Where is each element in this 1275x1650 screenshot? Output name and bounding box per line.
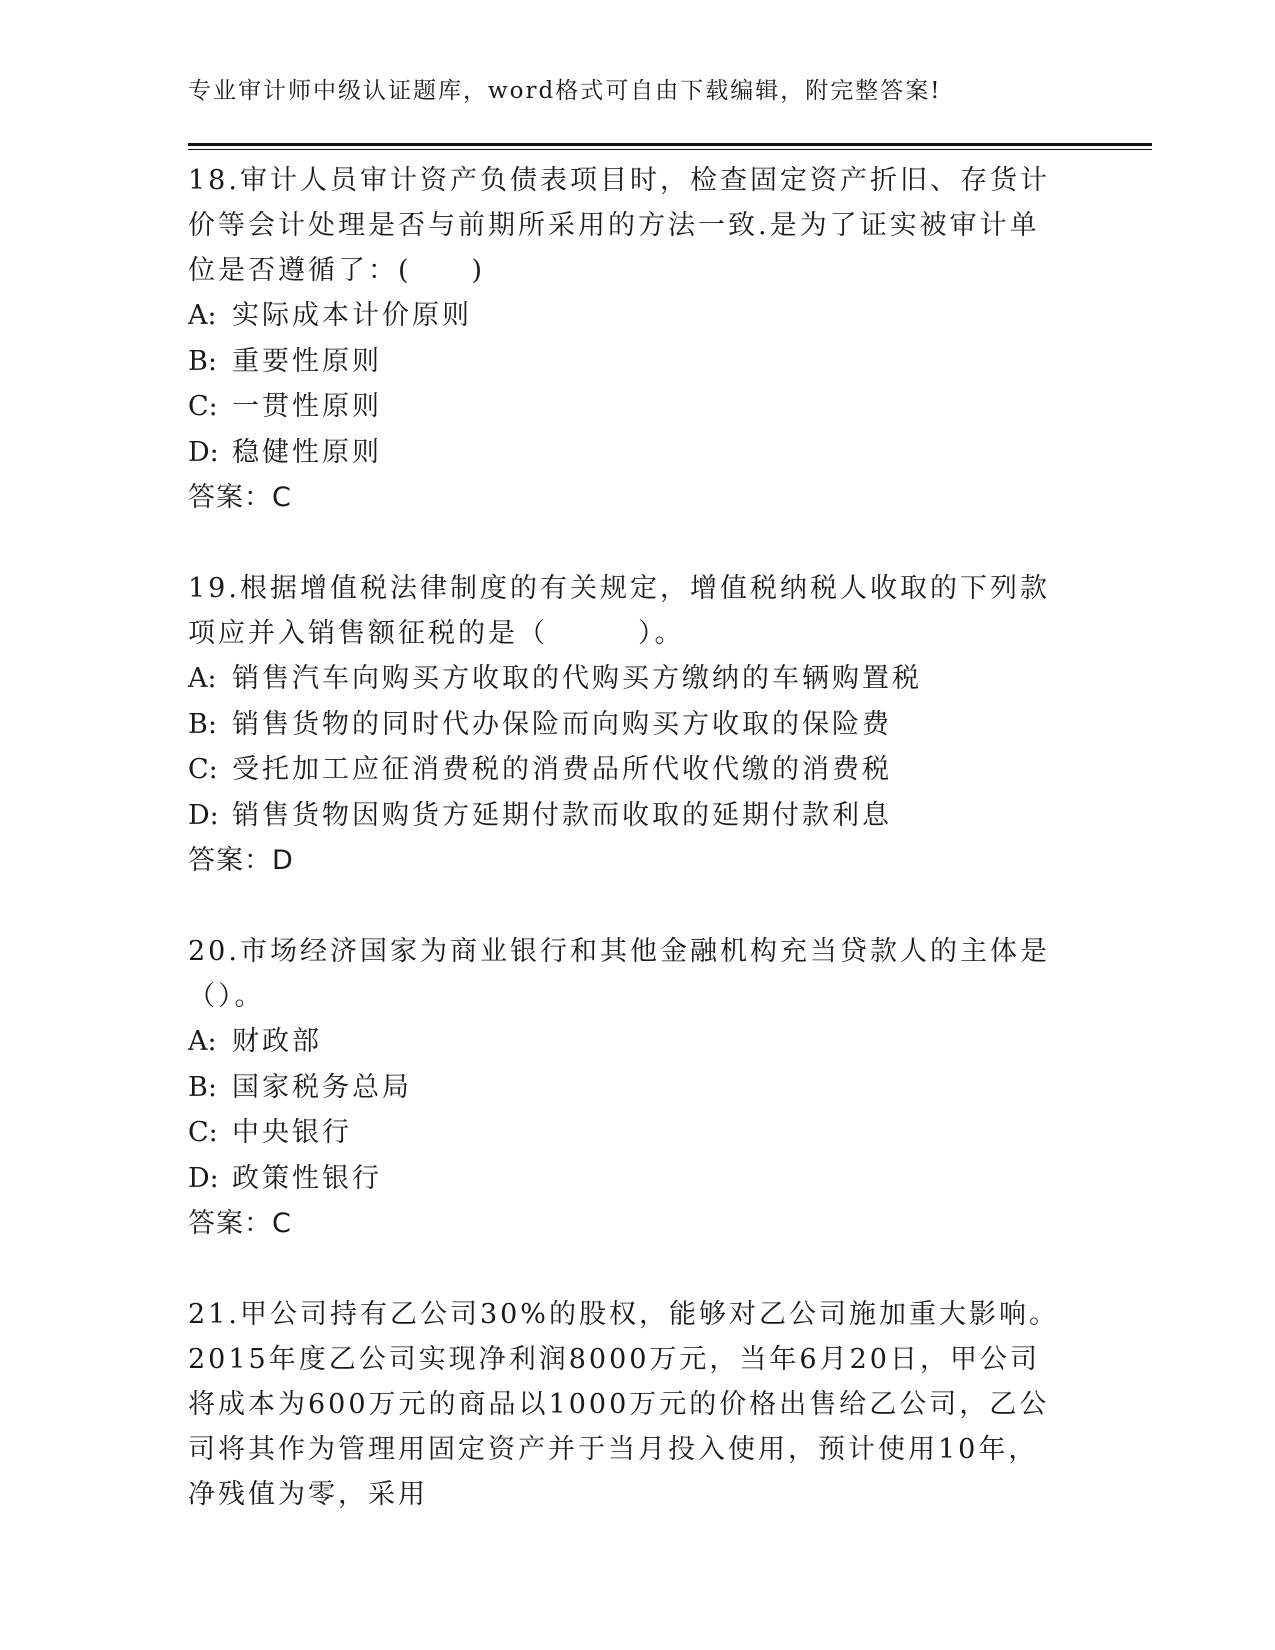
option-c <box>188 1110 1068 1156</box>
option-letter: A: <box>188 663 217 694</box>
question-stem: 21.甲公司持有乙公司30%的股权，能够对乙公司施加重大影响。2015年度乙公司实现净利润8000万元，当年6月20日，甲公司将成本为600万元的商品以1000万元的价格出售给乙公司，乙公司将其作为管理用固定资产并于当月投入使用，预计使用10年，净残值为零，采用 <box>188 1299 1059 1510</box>
page-header: 专业审计师中级认证题库，word格式可自由下载编辑，附完整答案! <box>188 78 942 104</box>
question-stem: 20.市场经济国家为商业银行和其他金融机构充当贷款人的主体是（）。 <box>188 936 1050 1012</box>
option-text: 财政部 <box>232 1026 322 1057</box>
option-b <box>188 339 1068 385</box>
question-list <box>188 158 1068 1563</box>
option-c <box>188 747 1068 793</box>
option-list <box>188 1019 1068 1201</box>
option-d <box>188 430 1068 476</box>
option-letter: A: <box>188 300 217 331</box>
question-18 <box>188 158 1068 520</box>
option-letter: D: <box>188 1162 219 1194</box>
question-20 <box>188 929 1068 1246</box>
option-text: 国家税务总局 <box>232 1071 412 1103</box>
header-divider-thick <box>188 143 1152 146</box>
header-divider-thin <box>188 149 1152 150</box>
option-a <box>188 656 1068 702</box>
option-text: 重要性原则 <box>232 345 382 377</box>
option-c <box>188 384 1068 430</box>
option-d <box>188 793 1068 839</box>
option-letter: A: <box>188 1026 217 1057</box>
option-b <box>188 702 1068 748</box>
question-21 <box>188 1292 1068 1517</box>
option-text: 中央银行 <box>232 1117 352 1148</box>
option-a <box>188 293 1068 339</box>
option-letter: D: <box>188 799 219 831</box>
option-list <box>188 656 1068 838</box>
option-letter: B: <box>188 1071 217 1103</box>
option-letter: C: <box>188 1117 218 1148</box>
question-stem: 19.根据增值税法律制度的有关规定，增值税纳税人收取的下列款项应并入销售额征税的是（ ）。 <box>188 573 1050 649</box>
question-19 <box>188 566 1068 883</box>
option-b <box>188 1065 1068 1111</box>
answer-line: 答案：C <box>188 482 292 513</box>
option-a <box>188 1019 1068 1065</box>
option-text: 销售货物因购货方延期付款而收取的延期付款利息 <box>232 799 892 831</box>
option-text: 销售汽车向购买方收取的代购买方缴纳的车辆购置税 <box>232 663 922 694</box>
answer-line: 答案：C <box>188 1208 292 1239</box>
question-stem: 18.审计人员审计资产负债表项目时，检查固定资产折旧、存货计价等会计处理是否与前期所采用的方法一致.是为了证实被审计单位是否遵循了：( ) <box>188 165 1050 286</box>
option-letter: C: <box>188 754 218 785</box>
option-text: 稳健性原则 <box>232 436 382 468</box>
option-text: 受托加工应征消费税的消费品所代收代缴的消费税 <box>232 754 892 785</box>
option-letter: C: <box>188 391 218 422</box>
option-list <box>188 293 1068 475</box>
option-text: 政策性银行 <box>232 1162 382 1194</box>
option-text: 一贯性原则 <box>232 391 382 422</box>
answer-line: 答案：D <box>188 845 294 876</box>
option-d <box>188 1156 1068 1202</box>
option-text: 实际成本计价原则 <box>232 300 472 331</box>
option-letter: D: <box>188 436 219 468</box>
option-letter: B: <box>188 345 217 377</box>
option-text: 销售货物的同时代办保险而向购买方收取的保险费 <box>232 708 892 740</box>
option-letter: B: <box>188 708 217 740</box>
